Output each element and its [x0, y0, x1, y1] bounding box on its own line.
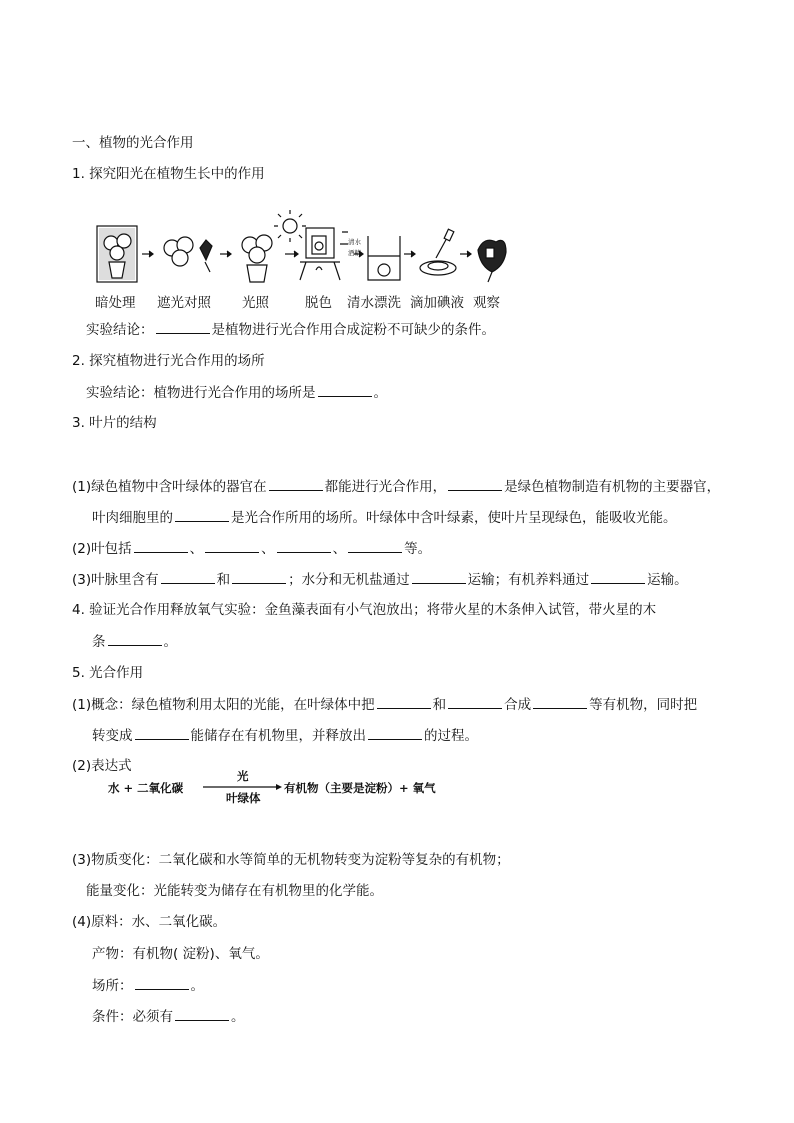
text: 和 — [432, 697, 447, 713]
text: (2)叶包括 — [72, 541, 132, 557]
text: ；水分和无机盐通过 — [288, 572, 410, 588]
text: 是绿色植物制造有机物的主要器官， — [504, 479, 721, 495]
energy-change: 能量变化：光能转变为储存在有机物里的化学能。 — [86, 883, 383, 899]
material-change: (3)物质变化：二氧化碳和水等简单的无机物转变为淀粉等复杂的有机物； — [72, 852, 510, 868]
raw-materials: (4)原料：水、二氧化碳。 — [72, 914, 227, 930]
text: 叶肉细胞里的 — [92, 510, 173, 526]
text: (3)叶脉里含有 — [72, 572, 159, 588]
equation-right: 有机物（主要是淀粉）+ 氧气 — [284, 781, 436, 795]
location-line — [92, 976, 204, 995]
text: (1)绿色植物中含叶绿体的器官在 — [72, 479, 267, 495]
text: 能储存在有机物里，并释放出 — [190, 728, 366, 744]
item-1-heading: 1. 探究阳光在植物生长中的作用 — [72, 166, 265, 182]
blank[interactable] — [175, 1007, 229, 1021]
item-2-heading: 2. 探究植物进行光合作用的场所 — [72, 353, 265, 369]
products: 产物：有机物( 淀粉)、氧气。 — [92, 946, 269, 962]
text: 等有机物，同时把 — [589, 697, 698, 713]
section-title: 一、植物的光合作用 — [72, 135, 194, 151]
condition-line — [92, 1007, 245, 1026]
equation-over: 光 — [237, 769, 249, 783]
text: 和 — [216, 572, 231, 588]
separator: 、 — [261, 541, 275, 557]
text: 。 — [231, 1009, 245, 1025]
step-label-rinse: 清水漂洗 — [347, 295, 401, 311]
separator: 、 — [332, 541, 347, 557]
text: 运输。 — [647, 572, 688, 588]
blank[interactable] — [135, 976, 189, 990]
step-label-decolor: 脱色 — [305, 295, 332, 311]
item-4-line-1: 4. 验证光合作用释放氧气实验：金鱼藻表面有小气泡放出；将带火星的木条伸入试管，带火星的木 — [72, 602, 657, 618]
conclusion-1-prefix: 实验结论： — [86, 322, 154, 338]
text: 是光合作所用的场所。叶绿体中含叶绿素，使叶片呈现绿色，能吸收光能。 — [231, 510, 677, 526]
text: 。 — [190, 978, 204, 994]
text: 场所： — [92, 978, 133, 994]
text: 都能进行光合作用， — [324, 479, 447, 495]
step-label-iodine: 滴加碘液 — [410, 295, 464, 311]
text: 等。 — [404, 541, 432, 557]
beaker-label-alcohol: 酒精 — [348, 249, 361, 257]
text: 运输；有机养料通过 — [467, 572, 590, 588]
text: 的过程。 — [424, 728, 478, 744]
step-label-dark: 暗处理 — [95, 295, 136, 311]
conclusion-1-suffix: 是植物进行光合作用合成淀粉不可缺少的条件。 — [211, 322, 495, 338]
equation-under: 叶绿体 — [226, 791, 261, 805]
text: 转变成 — [92, 728, 133, 744]
item-5-heading: 5. 光合作用 — [72, 665, 144, 681]
step-label-observe: 观察 — [473, 295, 500, 311]
beaker-label-water: 清水 — [348, 238, 361, 246]
text: 。 — [163, 634, 177, 650]
step-label-light: 光照 — [242, 295, 269, 311]
conclusion-2-prefix: 实验结论：植物进行光合作用的场所是 — [86, 385, 316, 401]
text: 合成 — [504, 697, 532, 713]
expression-heading: (2)表达式 — [72, 758, 132, 774]
text: 条件：必须有 — [92, 1009, 173, 1025]
text: (1)概念：绿色植物利用太阳的光能，在叶绿体中把 — [72, 697, 375, 713]
conclusion-2-suffix: 。 — [373, 385, 387, 401]
item-3-heading: 3. 叶片的结构 — [72, 415, 157, 431]
step-label-shade: 遮光对照 — [157, 295, 211, 311]
separator: 、 — [189, 541, 204, 557]
text: 条 — [92, 634, 106, 650]
equation-left: 水 + 二氧化碳 — [108, 781, 184, 795]
